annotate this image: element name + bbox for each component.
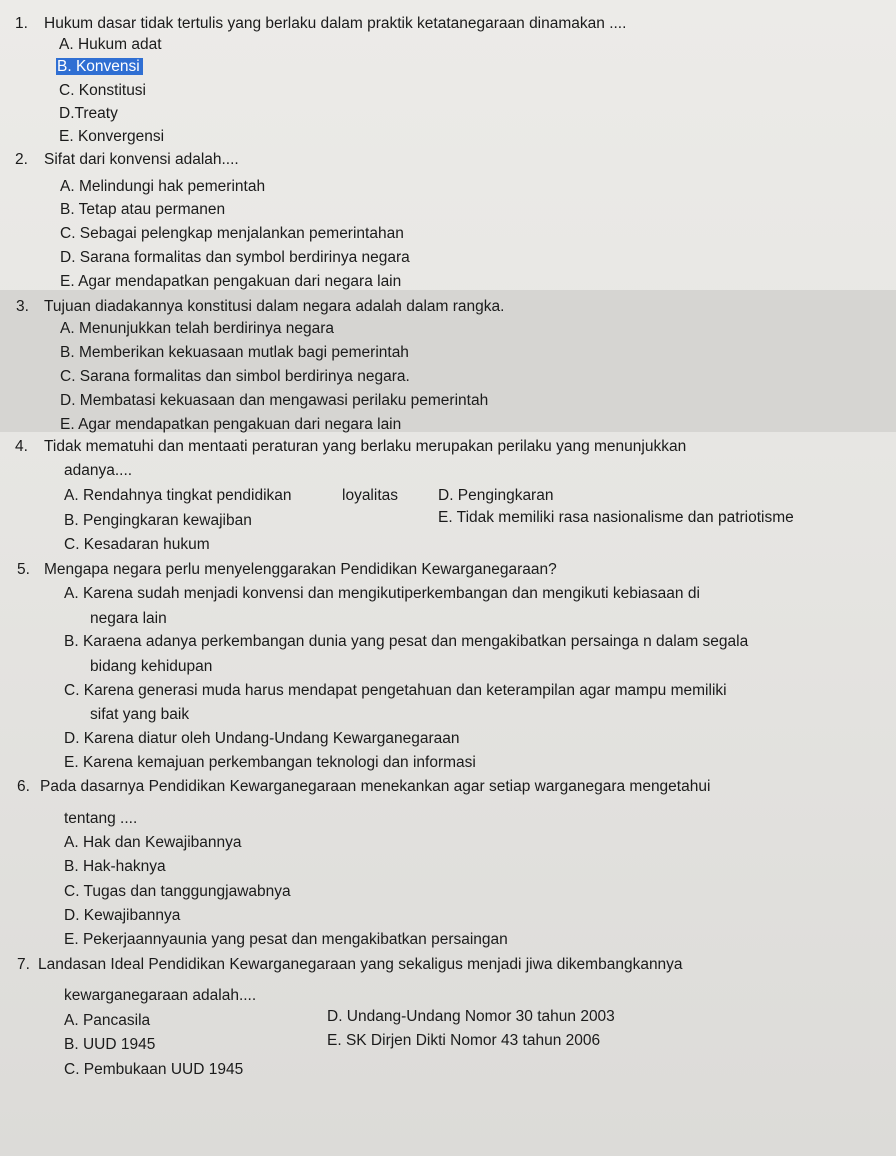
question-3-number: 3. (16, 298, 29, 315)
q4-extra-word: loyalitas (342, 487, 398, 504)
question-1-stem: Hukum dasar tidak tertulis yang berlaku dalam praktik ketatanegaraan dinamakan .... (44, 15, 627, 32)
question-4-number: 4. (15, 438, 28, 455)
question-2-number: 2. (15, 151, 28, 168)
question-7-stem-cont: kewarganegaraan adalah.... (64, 987, 257, 1004)
q4-option-d: D. Pengingkaran (438, 487, 554, 504)
q5-option-a: A. Karena sudah menjadi konvensi dan mengikutiperkembangan dan mengikuti kebiasaan di (64, 585, 700, 602)
q2-option-d: D. Sarana formalitas dan symbol berdirinya negara (60, 249, 410, 266)
q7-option-d: D. Undang-Undang Nomor 30 tahun 2003 (327, 1008, 615, 1025)
question-1-number: 1. (15, 15, 28, 32)
question-5-number: 5. (17, 561, 30, 578)
question-7-stem: Landasan Ideal Pendidikan Kewarganegaraan yang sekaligus menjadi jiwa dikembangkannya (38, 956, 683, 973)
question-4-stem: Tidak mematuhi dan mentaati peraturan yang berlaku merupakan perilaku yang menunjukkan (44, 438, 687, 455)
q3-option-c: C. Sarana formalitas dan simbol berdirinya negara. (60, 368, 410, 385)
q7-option-b: B. UUD 1945 (64, 1036, 156, 1053)
question-7-number: 7. (17, 956, 30, 973)
q3-option-e: E. Agar mendapatkan pengakuan dari negara lain (60, 416, 402, 433)
question-6-stem-cont: tentang .... (64, 810, 138, 827)
q5-option-c: C. Karena generasi muda harus mendapat pengetahuan dan keterampilan agar mampu memiliki (64, 682, 727, 699)
q7-option-c: C. Pembukaan UUD 1945 (64, 1061, 244, 1078)
q4-option-b: B. Pengingkaran kewajiban (64, 512, 252, 529)
q6-option-a: A. Hak dan Kewajibannya (64, 834, 242, 851)
q5-option-a-cont: negara lain (90, 610, 167, 627)
q1-option-a: A. Hukum adat (59, 36, 162, 53)
q1-option-d: D.Treaty (59, 105, 118, 122)
q4-option-a: A. Rendahnya tingkat pendidikan (64, 487, 292, 504)
q2-option-b: B. Tetap atau permanen (60, 201, 226, 218)
q3-option-d: D. Membatasi kekuasaan dan mengawasi perilaku pemerintah (60, 392, 489, 409)
question-5-stem: Mengapa negara perlu menyelenggarakan Pendidikan Kewarganegaraan? (44, 561, 557, 578)
q5-option-c-cont: sifat yang baik (90, 706, 190, 723)
question-3-stem: Tujuan diadakannya konstitusi dalam negara adalah dalam rangka. (44, 298, 505, 315)
q4-option-c: C. Kesadaran hukum (64, 536, 210, 553)
q3-option-b: B. Memberikan kekuasaan mutlak bagi pemerintah (60, 344, 409, 361)
q5-option-e: E. Karena kemajuan perkembangan teknologi dan informasi (64, 754, 476, 771)
q1-option-b-selected[interactable] (56, 57, 143, 77)
q5-option-b: B. Karaena adanya perkembangan dunia yang pesat dan mengakibatkan persainga n dalam segala (64, 633, 749, 650)
q6-option-b: B. Hak-haknya (64, 858, 166, 875)
q6-option-e: E. Pekerjaannyaunia yang pesat dan mengakibatkan persaingan (64, 931, 508, 948)
question-2-stem: Sifat dari konvensi adalah.... (44, 151, 239, 168)
q2-option-e: E. Agar mendapatkan pengakuan dari negara lain (60, 273, 402, 290)
q6-option-c: C. Tugas dan tanggungjawabnya (64, 883, 291, 900)
question-6-number: 6. (17, 778, 30, 795)
q2-option-a: A. Melindungi hak pemerintah (60, 178, 266, 195)
selection-highlight: B. Konvensi (56, 58, 143, 75)
q1-option-e: E. Konvergensi (59, 128, 165, 145)
q1-option-c: C. Konstitusi (59, 82, 147, 99)
q6-option-d: D. Kewajibannya (64, 907, 181, 924)
question-4-stem-cont: adanya.... (64, 462, 133, 479)
question-6-stem: Pada dasarnya Pendidikan Kewarganegaraan menekankan agar setiap warganegara mengetahui (40, 778, 711, 795)
q7-option-a: A. Pancasila (64, 1012, 151, 1029)
q3-option-a: A. Menunjukkan telah berdirinya negara (60, 320, 335, 337)
q5-option-b-cont: bidang kehidupan (90, 658, 213, 675)
q2-option-c: C. Sebagai pelengkap menjalankan pemerintahan (60, 225, 404, 242)
q4-option-e: E. Tidak memiliki rasa nasionalisme dan patriotisme (438, 509, 794, 526)
q5-option-d: D. Karena diatur oleh Undang-Undang Kewarganegaraan (64, 730, 460, 747)
q7-option-e: E. SK Dirjen Dikti Nomor 43 tahun 2006 (327, 1032, 601, 1049)
